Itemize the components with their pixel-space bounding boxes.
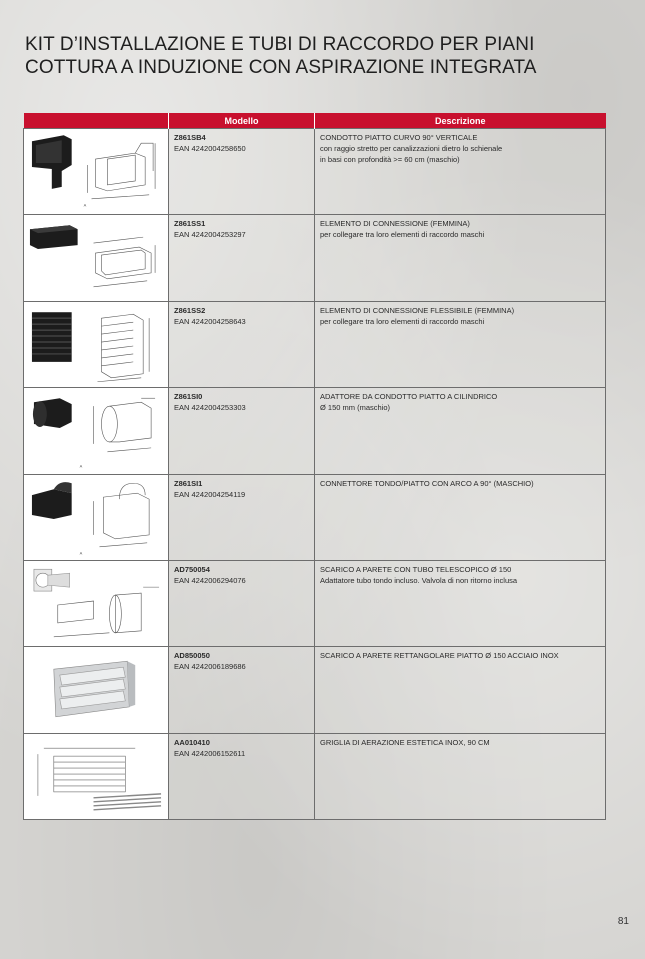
curved-duct-image — [24, 129, 168, 214]
product-table — [23, 113, 606, 820]
table-row — [24, 474, 606, 560]
description-cell — [315, 733, 606, 819]
model-cell — [169, 301, 315, 387]
description-cell — [315, 647, 606, 733]
description-title: ELEMENTO DI CONNESSIONE (FEMMINA) — [320, 219, 470, 229]
page-title-line-1: KIT D’INSTALLAZIONE E TUBI DI RACCORDO PER PIANI — [25, 34, 535, 55]
description-cell — [315, 474, 606, 560]
model-cell — [169, 560, 315, 646]
page-number: 81 — [617, 916, 629, 927]
product-image-cell — [24, 733, 169, 819]
product-ean: EAN 4242004258650 — [174, 144, 246, 153]
model-cell — [169, 388, 315, 474]
description-cell — [315, 215, 606, 301]
model-cell — [169, 733, 315, 819]
description-cell — [315, 129, 606, 215]
flexible-connector-image — [24, 302, 168, 387]
table-row — [24, 301, 606, 387]
product-ean: EAN 4242006189686 — [174, 662, 246, 672]
product-code: Z861SS1 — [174, 219, 206, 229]
table-row — [24, 647, 606, 733]
wall-outlet-telescopic-image — [24, 561, 168, 646]
description-title: CONDOTTO PIATTO CURVO 90° VERTICALE — [320, 133, 478, 142]
description-cell — [315, 301, 606, 387]
product-image-cell — [24, 647, 169, 733]
page-title-line-2: COTTURA A INDUZIONE CON ASPIRAZIONE INTEGRATA — [25, 57, 537, 78]
description-line: Ø 150 mm (maschio) — [320, 403, 391, 413]
model-cell — [169, 474, 315, 560]
description-title: ADATTORE DA CONDOTTO PIATTO A CILINDRICO — [320, 392, 498, 402]
page-title — [25, 33, 615, 79]
product-code: Z861SI1 — [174, 478, 203, 488]
product-code: AD850050 — [174, 651, 210, 661]
table-header-row — [24, 113, 606, 129]
description-title: SCARICO A PARETE CON TUBO TELESCOPICO Ø 150 — [320, 564, 512, 574]
description-line: per collegare tra loro elementi di raccordo maschi — [320, 316, 485, 326]
header-model: Modello — [169, 113, 315, 129]
ventilation-grille-image — [24, 734, 168, 819]
product-code: Z861SB4 — [174, 133, 206, 142]
wall-outlet-louver-image — [24, 647, 168, 732]
model-cell — [169, 215, 315, 301]
product-image-cell — [24, 474, 169, 560]
product-code: AD750054 — [174, 564, 210, 574]
product-code: Z861SS2 — [174, 305, 206, 315]
header-description: Descrizione — [315, 113, 606, 129]
table-row — [24, 733, 606, 819]
product-ean: EAN 4242004253297 — [174, 230, 246, 240]
description-line: Adattatore tubo tondo incluso. Valvola di non ritorno inclusa — [320, 575, 518, 585]
product-ean: EAN 4242004254119 — [174, 489, 246, 499]
round-flat-connector-image — [24, 475, 168, 560]
product-image-cell — [24, 129, 169, 215]
description-cell — [315, 560, 606, 646]
description-title: CONNETTORE TONDO/PIATTO CON ARCO A 90° (MASCHIO) — [320, 478, 534, 488]
adapter-image — [24, 388, 168, 473]
connector-image — [24, 215, 168, 300]
product-ean: EAN 4242006294076 — [174, 575, 246, 585]
product-image-cell — [24, 301, 169, 387]
header-image — [24, 113, 169, 129]
description-cell — [315, 388, 606, 474]
description-line: per collegare tra loro elementi di raccordo maschi — [320, 230, 485, 240]
product-code: AA010410 — [174, 737, 210, 747]
model-cell — [169, 647, 315, 733]
description-title: SCARICO A PARETE RETTANGOLARE PIATTO Ø 150 ACCIAIO INOX — [320, 651, 559, 661]
product-code: Z861SI0 — [174, 392, 203, 402]
svg-text:A: A — [79, 463, 83, 469]
product-image-cell — [24, 388, 169, 474]
product-ean: EAN 4242004258643 — [174, 316, 246, 326]
table-row — [24, 388, 606, 474]
table-row — [24, 560, 606, 646]
description-line: in basi con profondità >= 60 cm (maschio) — [320, 155, 460, 164]
product-image-cell — [24, 560, 169, 646]
product-ean: EAN 4242004253303 — [174, 403, 246, 413]
product-ean: EAN 4242006152611 — [174, 748, 246, 758]
table-row — [24, 129, 606, 215]
description-title: GRIGLIA DI AERAZIONE ESTETICA INOX, 90 CM — [320, 737, 490, 747]
table-row — [24, 215, 606, 301]
description-title: ELEMENTO DI CONNESSIONE FLESSIBILE (FEMMINA) — [320, 305, 515, 315]
svg-text:A: A — [79, 550, 83, 556]
product-image-cell — [24, 215, 169, 301]
description-line: con raggio stretto per canalizzazioni dietro lo schienale — [320, 144, 503, 153]
svg-text:A: A — [83, 202, 87, 208]
model-cell — [169, 129, 315, 215]
